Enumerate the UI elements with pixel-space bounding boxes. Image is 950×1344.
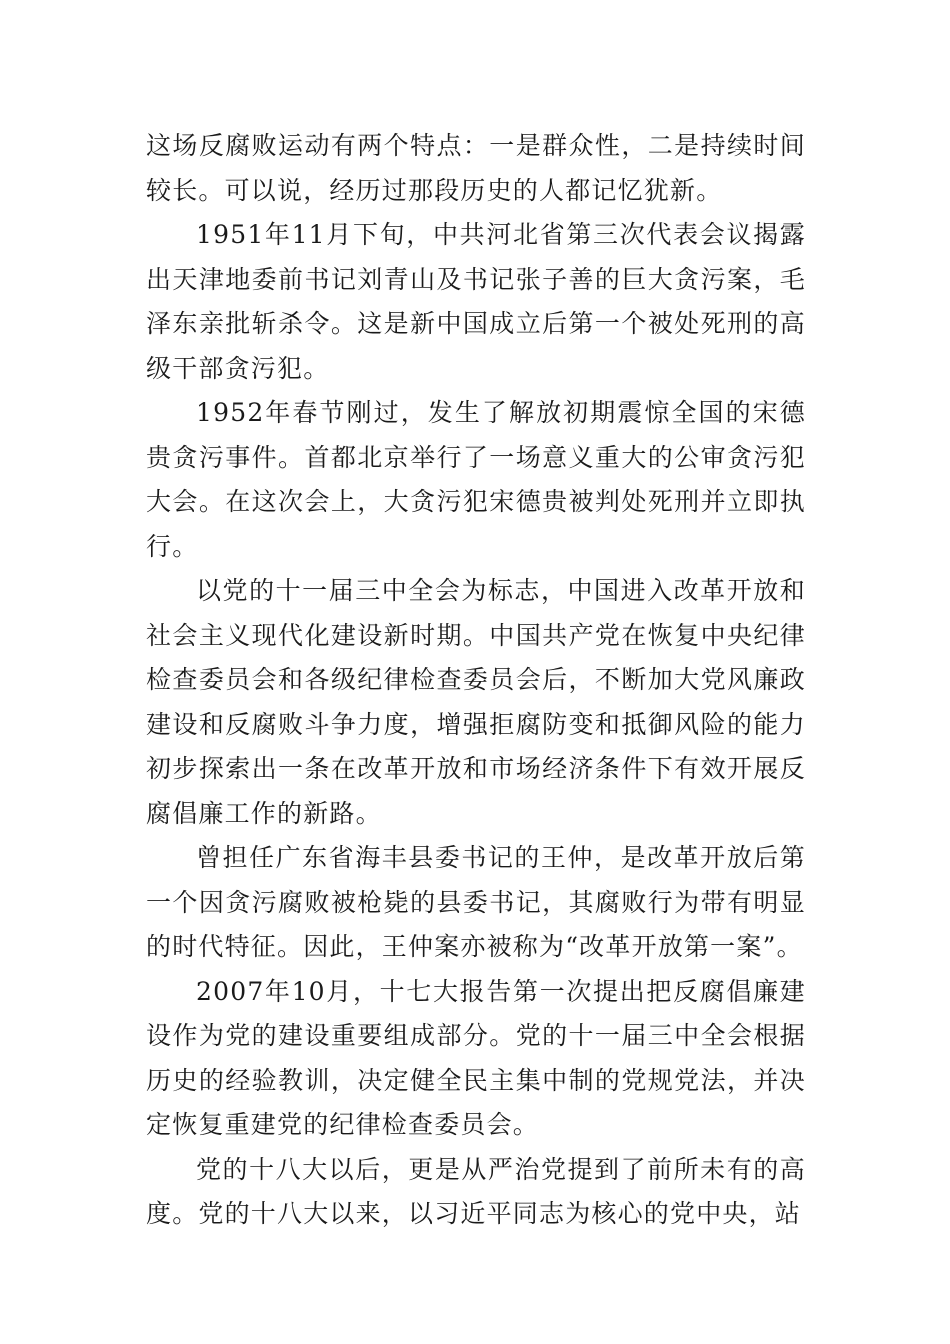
paragraph-1951-case: 1951年11月下旬，中共河北省第三次代表会议揭露出天津地委前书记刘青山及书记张子善的巨大贪污案，毛泽东亲批斩杀令。这是新中国成立后第一个被处死刑的高级干部贪污犯。 <box>146 220 806 383</box>
paragraph-reform-era: 以党的十一届三中全会为标志，中国进入改革开放和社会主义现代化建设新时期。中国共产党在恢复中央纪律检查委员会和各级纪律检查委员会后，不断加大党风廉政建设和反腐败斗争力度，增强拒腐防变和抵御风险的能力初步探索出一条在改革开放和市场经济条件下有效开展反腐倡廉工作的新路。 <box>146 576 806 828</box>
paragraph-eighteenth-congress: 党的十八大以后，更是从严治党提到了前所未有的高度。党的十八大以来，以习近平同志为核心的党中央，站 <box>146 1154 806 1228</box>
document-body <box>146 124 806 1237</box>
paragraph-1952-case: 1952年春节刚过，发生了解放初期震惊全国的宋德贵贪污事件。首都北京举行了一场意义重大的公审贪污犯大会。在这次会上，大贪污犯宋德贵被判处死刑并立即执行。 <box>146 398 806 561</box>
paragraph-2007-report: 2007年10月，十七大报告第一次提出把反腐倡廉建设作为党的建设重要组成部分。党的十一届三中全会根据历史的经验教训，决定健全民主集中制的党规党法，并决定恢复重建党的纪律检查委员会。 <box>146 976 806 1139</box>
paragraph-wang-zhong-case: 曾担任广东省海丰县委书记的王仲，是改革开放后第一个因贪污腐败被枪毙的县委书记，其腐败行为带有明显的时代特征。因此，王仲案亦被称为“改革开放第一案”。 <box>146 843 806 961</box>
paragraph-continuation: 这场反腐败运动有两个特点：一是群众性，二是持续时间较长。可以说，经历过那段历史的人都记忆犹新。 <box>146 131 806 205</box>
